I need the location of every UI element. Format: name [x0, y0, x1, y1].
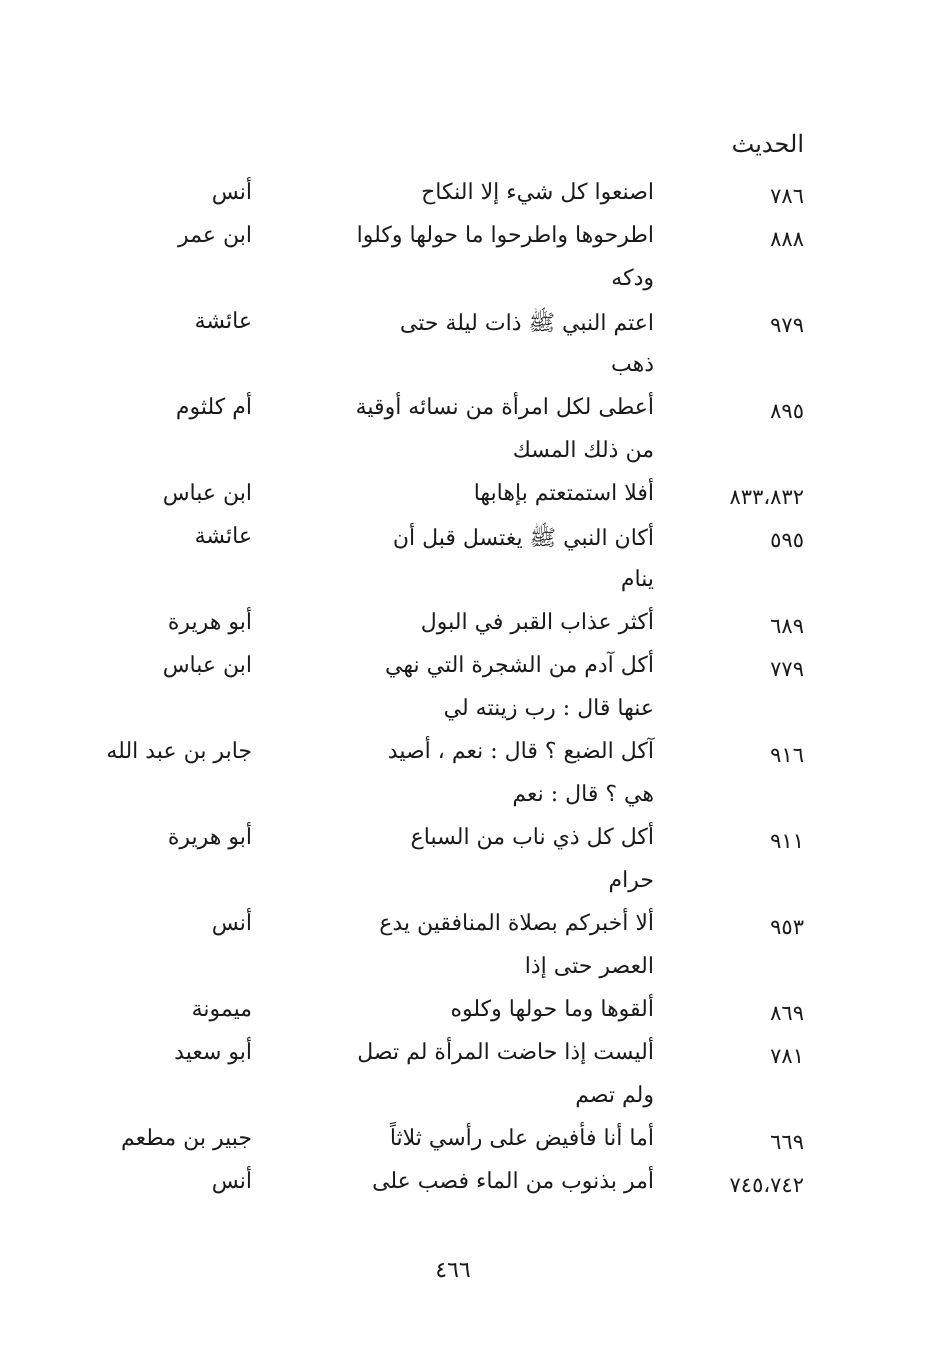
- narrator-name: جابر بن عبد الله: [106, 739, 252, 764]
- index-entry: [0, 522, 946, 608]
- hadith-text: أكثر عذاب القبر في البول: [420, 610, 654, 635]
- hadith-text: هي ؟ قال : نعم: [512, 782, 654, 807]
- entry-line: [0, 651, 946, 694]
- hadith-text: أكل كل ذي ناب من السباع: [410, 825, 654, 850]
- index-entry: [0, 479, 946, 522]
- narrator-name: ابن عباس: [162, 653, 252, 678]
- index-entry: [0, 307, 946, 393]
- entry-line: [0, 479, 946, 522]
- index-entry: [0, 995, 946, 1038]
- hadith-text: ودكه: [611, 266, 654, 291]
- hadith-number: ٩١٦: [770, 743, 804, 767]
- hadith-text: ألا أخبركم بصلاة المنافقين يدع: [379, 911, 654, 936]
- hadith-number: ٧٤٥،٧٤٢: [729, 1173, 804, 1197]
- hadith-number: ٩٥٣: [770, 915, 804, 939]
- index-entry: [0, 823, 946, 909]
- hadith-number: ٨٩٥: [770, 399, 804, 423]
- entry-line: [0, 178, 946, 221]
- hadith-text: العصر حتى إذا: [524, 954, 654, 979]
- hadith-text: أما أنا فأفيض على رأسي ثلاثاً: [389, 1126, 654, 1151]
- narrator-name: عائشة: [194, 524, 252, 549]
- hadith-text: أكل آدم من الشجرة التي نهي: [385, 653, 654, 678]
- hadith-text: اعتم النبي ﷺ ذات ليلة حتى: [399, 311, 654, 336]
- entry-line: [0, 1081, 946, 1124]
- narrator-name: ابن عمر: [178, 223, 252, 248]
- narrator-name: ميمونة: [191, 997, 252, 1022]
- entry-line: [0, 952, 946, 995]
- index-entry: [0, 1167, 946, 1210]
- index-entry: [0, 651, 946, 737]
- narrator-name: ابن عباس: [162, 481, 252, 506]
- hadith-number: ٦٦٩: [770, 1130, 804, 1154]
- hadith-text: اصنعوا كل شيء إلا النكاح: [421, 180, 654, 205]
- entry-line: [0, 737, 946, 780]
- hadith-text: ولم تصم: [575, 1083, 654, 1108]
- hadith-text: أكان النبي ﷺ يغتسل قبل أن: [392, 526, 654, 551]
- hadith-text: من ذلك المسك: [512, 438, 654, 463]
- hadith-text: أفلا استمتعتم بإهابها: [473, 481, 654, 506]
- hadith-text: عنها قال : رب زينته لي: [443, 696, 654, 721]
- entry-line: [0, 221, 946, 264]
- entry-line: [0, 1124, 946, 1167]
- narrator-name: أنس: [211, 180, 252, 205]
- entry-line: [0, 1038, 946, 1081]
- narrator-name: جبير بن مطعم: [121, 1126, 252, 1151]
- entry-line: [0, 565, 946, 608]
- hadith-text: ينام: [620, 567, 654, 592]
- hadith-text: ذهب: [610, 352, 654, 377]
- index-entry: [0, 909, 946, 995]
- hadith-number: ٧٧٩: [770, 657, 804, 681]
- hadith-text: أعطى لكل امرأة من نسائه أوقية: [355, 395, 654, 420]
- hadith-text: أليست إذا حاضت المرأة لم تصل: [357, 1040, 654, 1065]
- entry-line: [0, 350, 946, 393]
- hadith-number: ٧٨١: [770, 1044, 804, 1068]
- entry-line: [0, 909, 946, 952]
- narrator-name: أبو سعيد: [174, 1040, 252, 1065]
- hadith-text: حرام: [608, 868, 654, 893]
- hadith-text: أمر بذنوب من الماء فصب على: [372, 1169, 654, 1194]
- narrator-name: عائشة: [194, 309, 252, 334]
- hadith-number: ٥٩٥: [770, 528, 804, 552]
- index-entry: [0, 1124, 946, 1167]
- hadith-number: ٩١١: [770, 829, 804, 853]
- hadith-text: ألقوها وما حولها وكلوه: [450, 997, 654, 1022]
- hadith-number: ٨٨٨: [770, 227, 804, 251]
- narrator-name: أنس: [211, 1169, 252, 1194]
- entry-line: [0, 522, 946, 565]
- index-entry: [0, 393, 946, 479]
- hadith-number: ٨٦٩: [770, 1001, 804, 1025]
- hadith-number: ٨٣٣،٨٣٢: [729, 485, 804, 509]
- narrator-name: أنس: [211, 911, 252, 936]
- hadith-number: ٩٧٩: [770, 313, 804, 337]
- entry-line: [0, 995, 946, 1038]
- narrator-name: أبو هريرة: [167, 825, 252, 850]
- hadith-text: آكل الضبع ؟ قال : نعم ، أصيد: [387, 739, 654, 764]
- index-entry: [0, 221, 946, 307]
- entry-line: [0, 393, 946, 436]
- column-header: الحديث: [731, 130, 804, 158]
- hadith-index-list: [0, 178, 946, 1210]
- page-number: ٤٦٦: [435, 1258, 471, 1283]
- hadith-text: اطرحوها واطرحوا ما حولها وكلوا: [356, 223, 654, 248]
- narrator-name: أم كلثوم: [175, 395, 252, 420]
- entry-line: [0, 866, 946, 909]
- entry-line: [0, 608, 946, 651]
- index-entry: [0, 178, 946, 221]
- index-entry: [0, 1038, 946, 1124]
- hadith-number: ٧٨٦: [770, 184, 804, 208]
- entry-line: [0, 307, 946, 350]
- entry-line: [0, 823, 946, 866]
- index-entry: [0, 608, 946, 651]
- entry-line: [0, 780, 946, 823]
- entry-line: [0, 694, 946, 737]
- entry-line: [0, 264, 946, 307]
- entry-line: [0, 1167, 946, 1210]
- hadith-number: ٦٨٩: [770, 614, 804, 638]
- narrator-name: أبو هريرة: [167, 610, 252, 635]
- entry-line: [0, 436, 946, 479]
- index-entry: [0, 737, 946, 823]
